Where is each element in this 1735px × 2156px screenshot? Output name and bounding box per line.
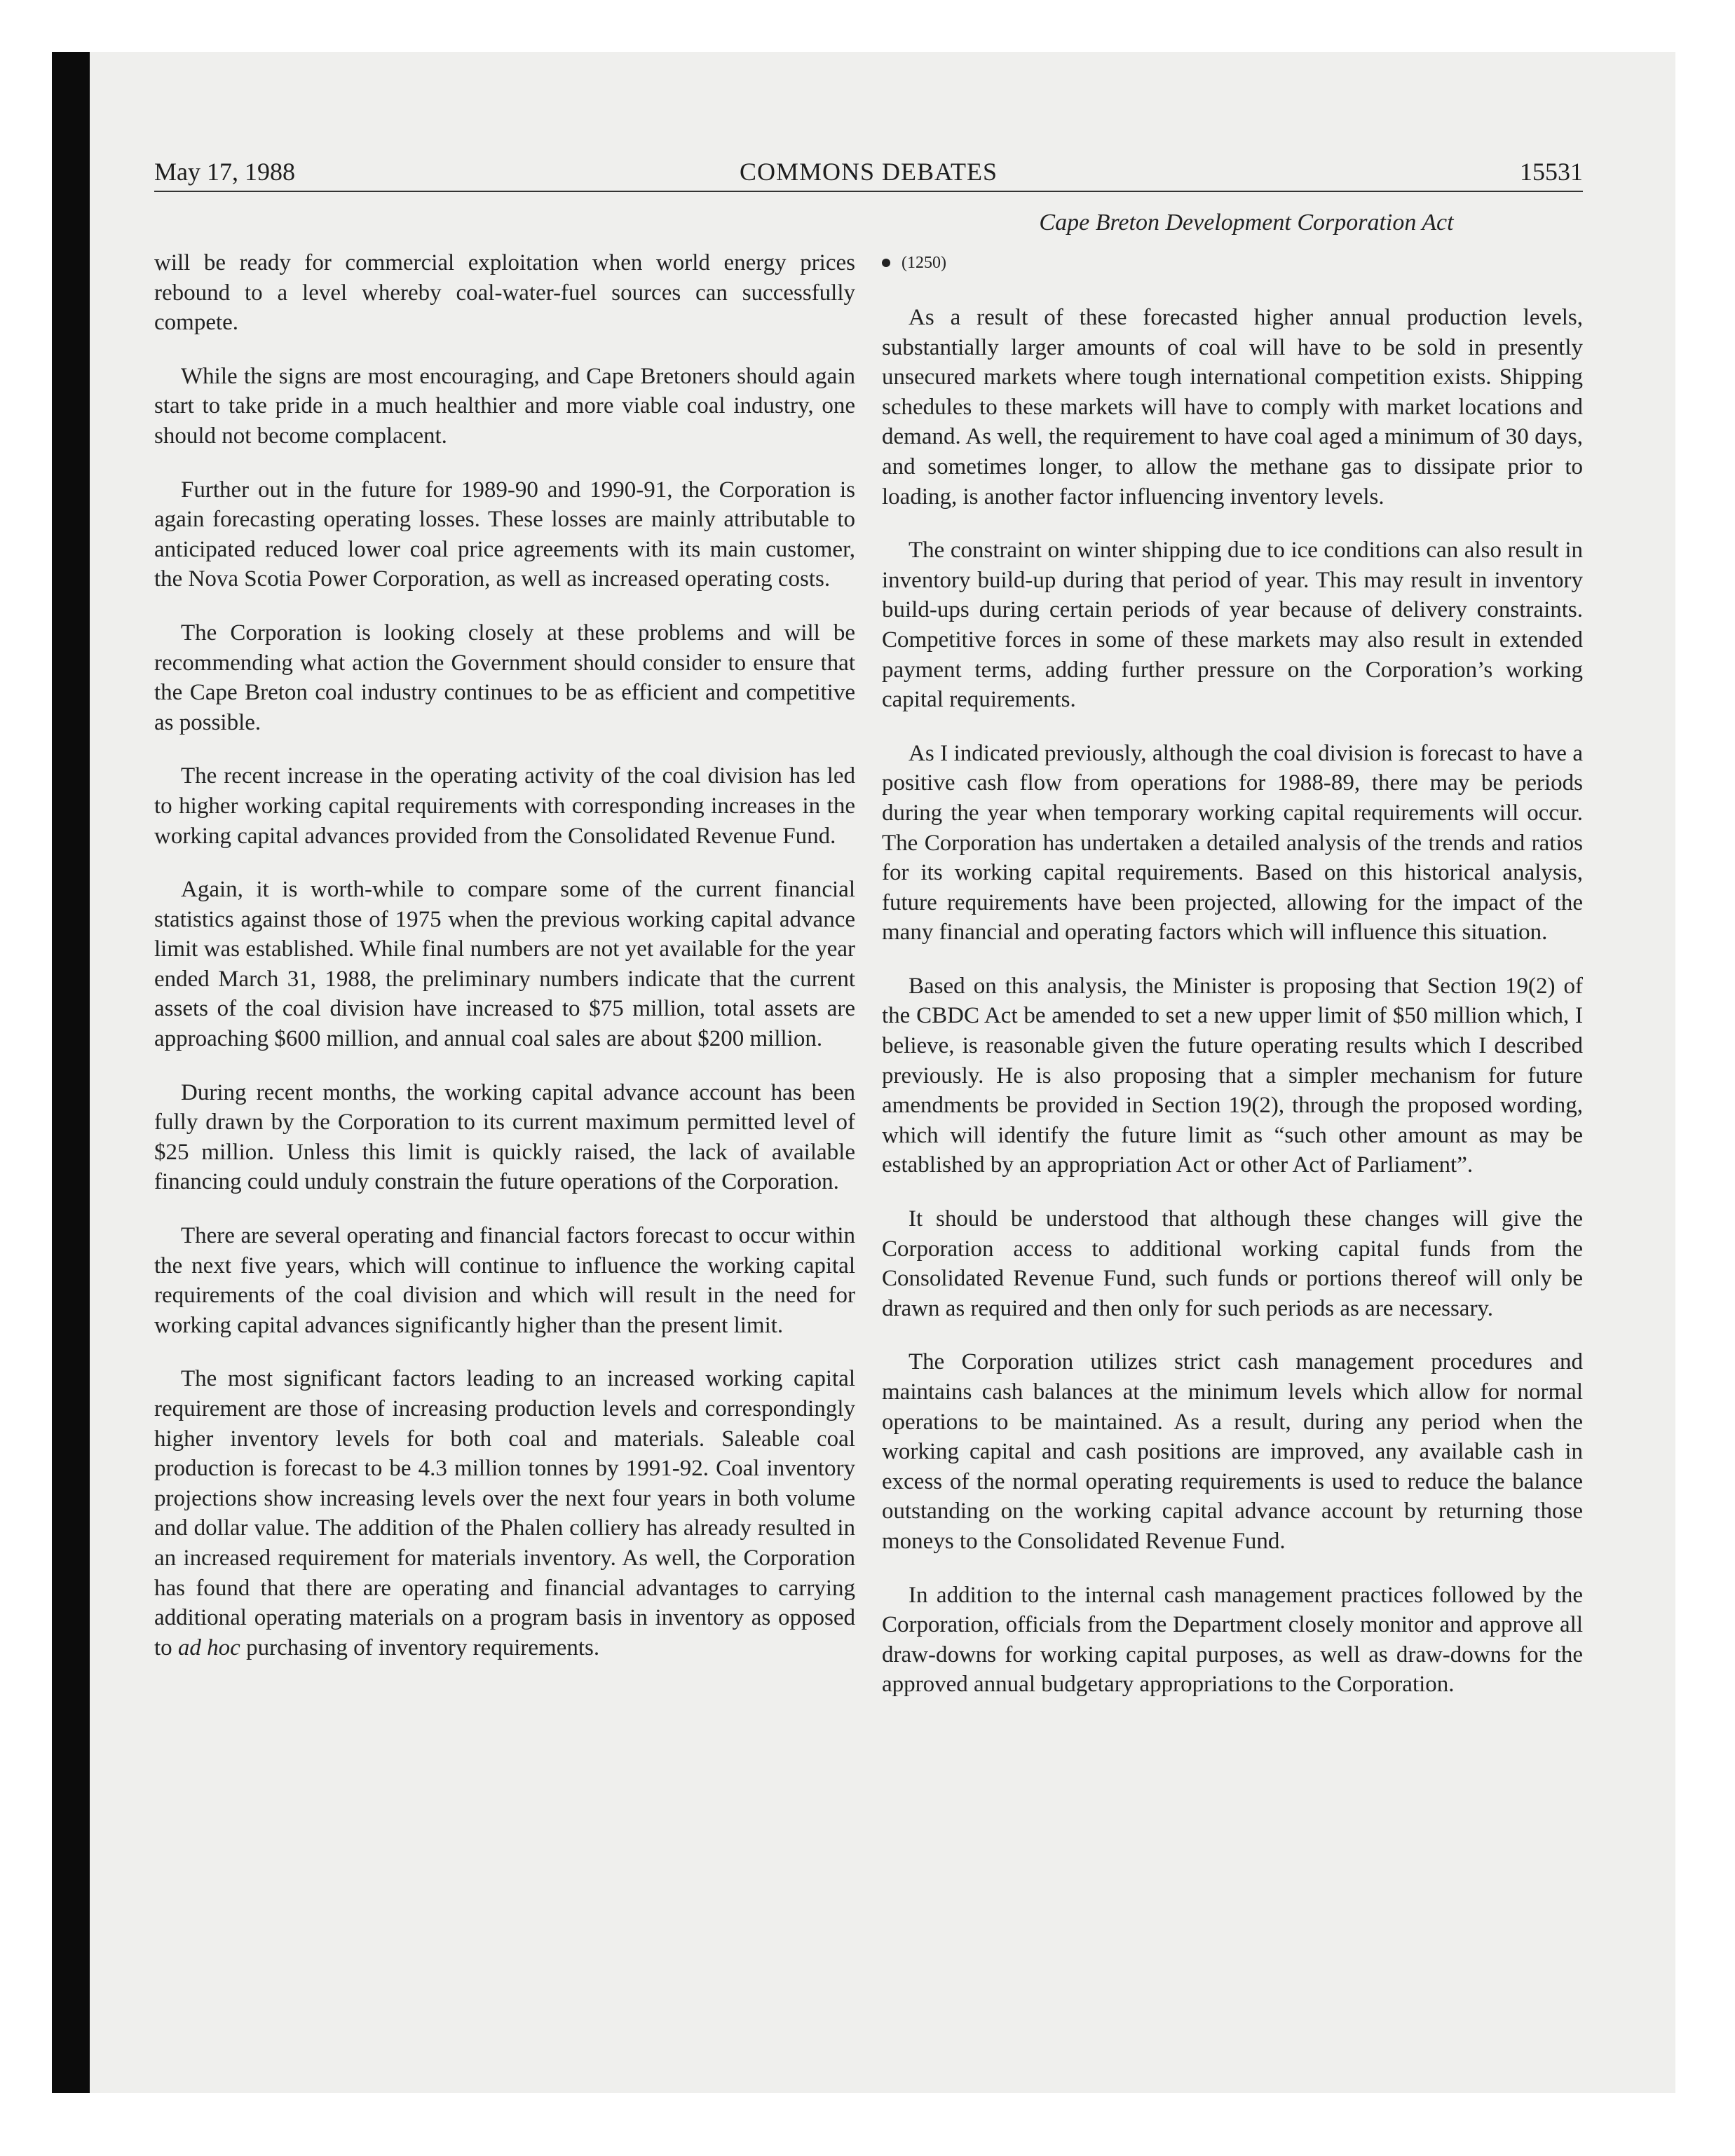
time-marker-label: (1250): [901, 254, 946, 272]
running-header: [154, 154, 1583, 189]
paragraph: The Corporation utilizes strict cash management procedures and maintains cash balances at the minimum levels which allow for normal operations to be maintained. As a result, during any period when the working capital and cash positions are improved, any available cash in excess of the normal operating requirements is used to reduce the balance outstanding on the working capital advance account by returning those moneys to the Consolidated Revenue Fund.: [882, 1349, 1583, 1554]
paragraph: Further out in the future for 1989-90 and 1990-91, the Corporation is again forecasting operating losses. These losses are mainly attributable to anticipated reduced lower coal price agreements with its main customer, the Nova Scotia Power Corporation, as well as increased operating costs.: [154, 477, 855, 592]
paragraph: The recent increase in the operating activity of the coal division has led to higher working capital requirements with corresponding increases in the working capital advances provided from the Consolidated Revenue Fund.: [154, 763, 855, 849]
section-title: Cape Breton Development Corporation Act: [1039, 210, 1454, 236]
paragraph: will be ready for commercial exploitation when world energy prices rebound to a level whereby coal-water-fuel sources can successfully compete.: [154, 250, 855, 336]
right-column: [882, 207, 1583, 1724]
time-marker: [882, 251, 1583, 275]
paragraph-text: purchasing of inventory requirements.: [240, 1635, 600, 1660]
paragraph-with-italic: [154, 1364, 855, 1663]
paragraph: The Corporation is looking closely at these problems and will be recommending what action the Government should consider to ensure that the Cape Breton coal industry continues to be as efficient and competitive as possible.: [154, 620, 855, 735]
paragraph: While the signs are most encouraging, and Cape Bretoners should again start to take pride in a much healthier and more viable coal industry, one should not become complacent.: [154, 363, 855, 449]
paragraph: As a result of these forecasted higher annual production levels, substantially larger amounts of coal will have to be sold in presently unsecured markets where tough international competition exists. Shipping schedules to these markets will have to comply with market locations and demand. As well, the requirement to have coal aged a minimum of 30 days, and sometimes longer, to allow the methane gas to dissipate prior to loading, is another factor influencing inventory levels.: [882, 305, 1583, 510]
paragraph-text: The most significant factors leading to an increased working capital requirement are those of increasing production levels and correspondingly higher inventory levels for both coal and materials. Saleable coal production is forecast to be 4.3 million tonnes by 1991-92. Coal inventory projections show increasing levels over the next four years in both volume and dollar value. The addition of the Phalen colliery has already resulted in an increased requirement for materials inventory. As well, the Corporation has found that there are operating and financial advantages to carrying additional operating materials on a program basis in inventory as opposed to: [154, 1366, 855, 1660]
paragraph: In addition to the internal cash management practices followed by the Corporation, officials from the Department closely monitor and approve all draw-downs for working capital purposes, as well as draw-downs for the approved annual budgetary appropriations to the Corporation.: [882, 1582, 1583, 1698]
bullet-icon: [882, 259, 890, 267]
header-rule: [154, 191, 1583, 192]
left-column: [154, 248, 855, 1686]
scan-edge-bar: [52, 52, 90, 2093]
paragraph: The constraint on winter shipping due to ice conditions can also result in inventory build-up during that period of year. This may result in inventory build-ups during certain periods of year because of delivery constraints. Competitive forces in some of these markets may also result in extended payment terms, adding further pressure on the Corporation’s working capital requirements.: [882, 538, 1583, 713]
header-date: May 17, 1988: [154, 158, 295, 186]
paragraph: During recent months, the working capital advance account has been fully drawn by the Corporation to its current maximum permitted level of $25 million. Unless this limit is quickly raised, the lack of available financing could unduly constrain the future operations of the Corporation.: [154, 1079, 855, 1195]
paragraph: There are several operating and financial factors forecast to occur within the next five years, which will continue to influence the working capital requirements of the coal division and which will result in the need for working capital advances significantly higher than the present limit.: [154, 1223, 855, 1338]
italic-phrase: ad hoc: [177, 1635, 240, 1660]
paragraph: It should be understood that although these changes will give the Corporation access to additional working capital funds from the Consolidated Revenue Fund, such funds or portions thereof will only be drawn as required and then only for such periods as are necessary.: [882, 1206, 1583, 1321]
paragraph: Again, it is worth-while to compare some of the current financial statistics against those of 1975 when the previous working capital advance limit was established. While final numbers are not yet available for the year ended March 31, 1988, the preliminary numbers indicate that the current assets of the coal division have increased to $75 million, total assets are approaching $600 million, and annual coal sales are about $200 million.: [154, 877, 855, 1052]
paragraph: Based on this analysis, the Minister is proposing that Section 19(2) of the CBDC Act be amended to set a new upper limit of $50 million which, I believe, is reasonable given the future operating results which I described previously. He is also proposing that a simpler mechanism for future amendments be provided in Section 19(2), through the proposed wording, which will identify the future limit as “such other amount as may be established by an appropriation Act or other Act of Parliament”.: [882, 973, 1583, 1178]
header-page-number: 15531: [1520, 158, 1583, 186]
paragraph: As I indicated previously, although the coal division is forecast to have a positive cash flow from operations for 1988-89, there may be periods during the year when temporary working capital requirements will occur. The Corporation has undertaken a detailed analysis of the trends and ratios for its working capital requirements. Based on this historical analysis, future requirements have been projected, allowing for the impact of the many financial and operating factors which will influence this situation.: [882, 740, 1583, 946]
header-title: COMMONS DEBATES: [739, 158, 998, 186]
